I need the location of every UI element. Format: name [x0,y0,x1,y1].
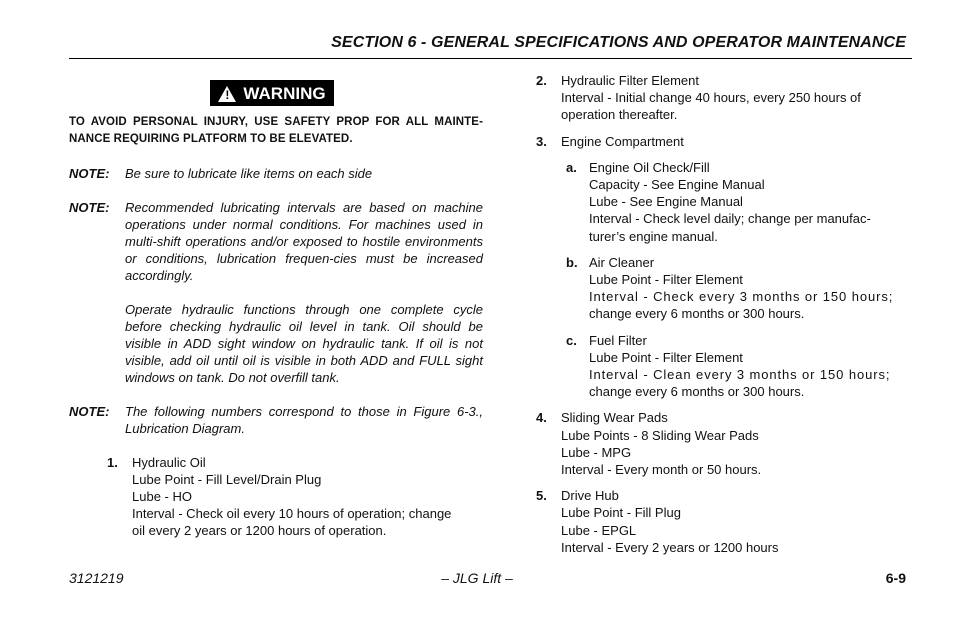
warning-banner [61,80,483,107]
sub-item-body [589,254,914,323]
item-body [561,487,914,556]
note-paragraph: Operate hydraulic functions through one complete cycle before checking hydraulic oil level in tank. Oil should be visible in ADD sight window on hydraulic tank. If oil is not visible, add oil until oil is visible in both ADD and FULL sight windows on tank. Do not overfill tank. [125,301,483,385]
note-paragraph: Be sure to lubricate like items on each side [125,165,373,181]
item-line: Drive Hub [561,488,619,504]
item-line: Lube Point - Filter Element [589,272,743,288]
sub-item-letter: c. [566,332,577,348]
item-line: Interval - Every 2 years or 1200 hours [561,539,779,555]
item-line: Lube Points - 8 Sliding Wear Pads [561,427,759,443]
item-body [561,409,914,478]
note-body [125,199,483,386]
item-line: Lube Point - Filter Element [589,349,743,365]
item-line: Engine Compartment [561,133,684,149]
note-paragraph: The following numbers correspond to those in Figure 6-3., Lubrication Diagram. [125,403,483,436]
note-2 [69,199,483,386]
item-number: 3. [536,133,547,149]
item-body [132,454,483,540]
item-line: Air Cleaner [589,254,655,270]
sub-item-letter: a. [566,159,577,175]
footer-doc-number: 3121219 [69,570,124,586]
item-line: Lube - EPGL [561,522,637,538]
item-line: Hydraulic Filter Element [561,73,699,88]
item-line: Hydraulic Oil [132,454,206,470]
item-line: change every 6 months or 300 hours. [589,306,805,322]
warning-symbol: ! [225,87,230,102]
item-line: Lube Point - Fill Level/Drain Plug [132,471,322,487]
item-line: turer’s engine manual. [589,228,718,244]
item-line: Engine Oil Check/Fill [589,159,710,175]
item-number: 2. [536,73,547,88]
item-line: Interval - Check level daily; change per manufac- [589,211,871,227]
item-line: Lube - MPG [561,444,632,460]
item-line: Lube Point - Fill Plug [561,505,681,521]
footer-page-number: 6-9 [885,570,906,586]
item-number: 1. [107,454,118,470]
footer-center: – JLG Lift – [441,570,513,586]
list-item-1 [107,454,483,540]
note-body [125,403,483,437]
sub-item-body [589,332,914,401]
item-line: operation thereafter. [561,107,678,123]
right-column [536,72,914,556]
note-label: NOTE: [69,403,110,419]
item-line: Interval - Initial change 40 hours, every 250 hours of [561,90,861,106]
warning-label-box [210,80,333,106]
item-number: 5. [536,488,547,504]
sub-item-a [566,159,914,245]
item-line: Lube - See Engine Manual [589,194,743,210]
note-label: NOTE: [69,199,110,215]
list-item-4 [536,409,914,478]
warning-label: WARNING [243,83,326,103]
list-item-5 [536,487,914,556]
item-line: Capacity - See Engine Manual [589,177,765,193]
list-item-3 [536,133,914,150]
note-paragraph: Recommended lubricating intervals are based on machine operations under normal conditions. For machines used in multi-shift operations and/or exposed to hostile environments or conditions, lubrication frequen-cies must be increased accordingly. [125,199,483,283]
section-header: SECTION 6 - GENERAL SPECIFICATIONS AND OPERATOR MAINTENANCE [331,34,906,51]
note-3 [69,403,483,437]
item-number: 4. [536,410,547,426]
list-item-2 [536,72,914,124]
warning-triangle-icon [218,86,236,102]
sub-item-b [566,254,914,323]
left-column [69,80,483,540]
note-label: NOTE: [69,165,110,181]
header-rule [69,58,912,59]
note-1 [69,165,483,182]
item-body [561,133,914,150]
warning-text: TO AVOID PERSONAL INJURY, USE SAFETY PROP FOR ALL MAINTE-NANCE REQUIRING PLATFORM TO BE ELEVATED. [69,115,483,145]
item-line: change every 6 months or 300 hours. [589,384,805,400]
item-line: Interval - Check every 3 months or 150 hours; [589,289,894,305]
sub-item-body [589,159,914,245]
note-body [125,165,483,182]
item-line: Interval - Every month or 50 hours. [561,462,762,478]
item-line: Lube - HO [132,488,192,504]
item-body [561,72,914,124]
item-line: Fuel Filter [589,332,647,348]
item-line: Interval - Clean every 3 months or 150 hours; [589,367,891,383]
item-line: oil every 2 years or 1200 hours of operation. [132,523,387,539]
item-line: Interval - Check oil every 10 hours of operation; change [132,506,452,522]
sub-item-c [566,332,914,401]
item-line: Sliding Wear Pads [561,410,668,426]
sub-item-letter: b. [566,254,578,270]
